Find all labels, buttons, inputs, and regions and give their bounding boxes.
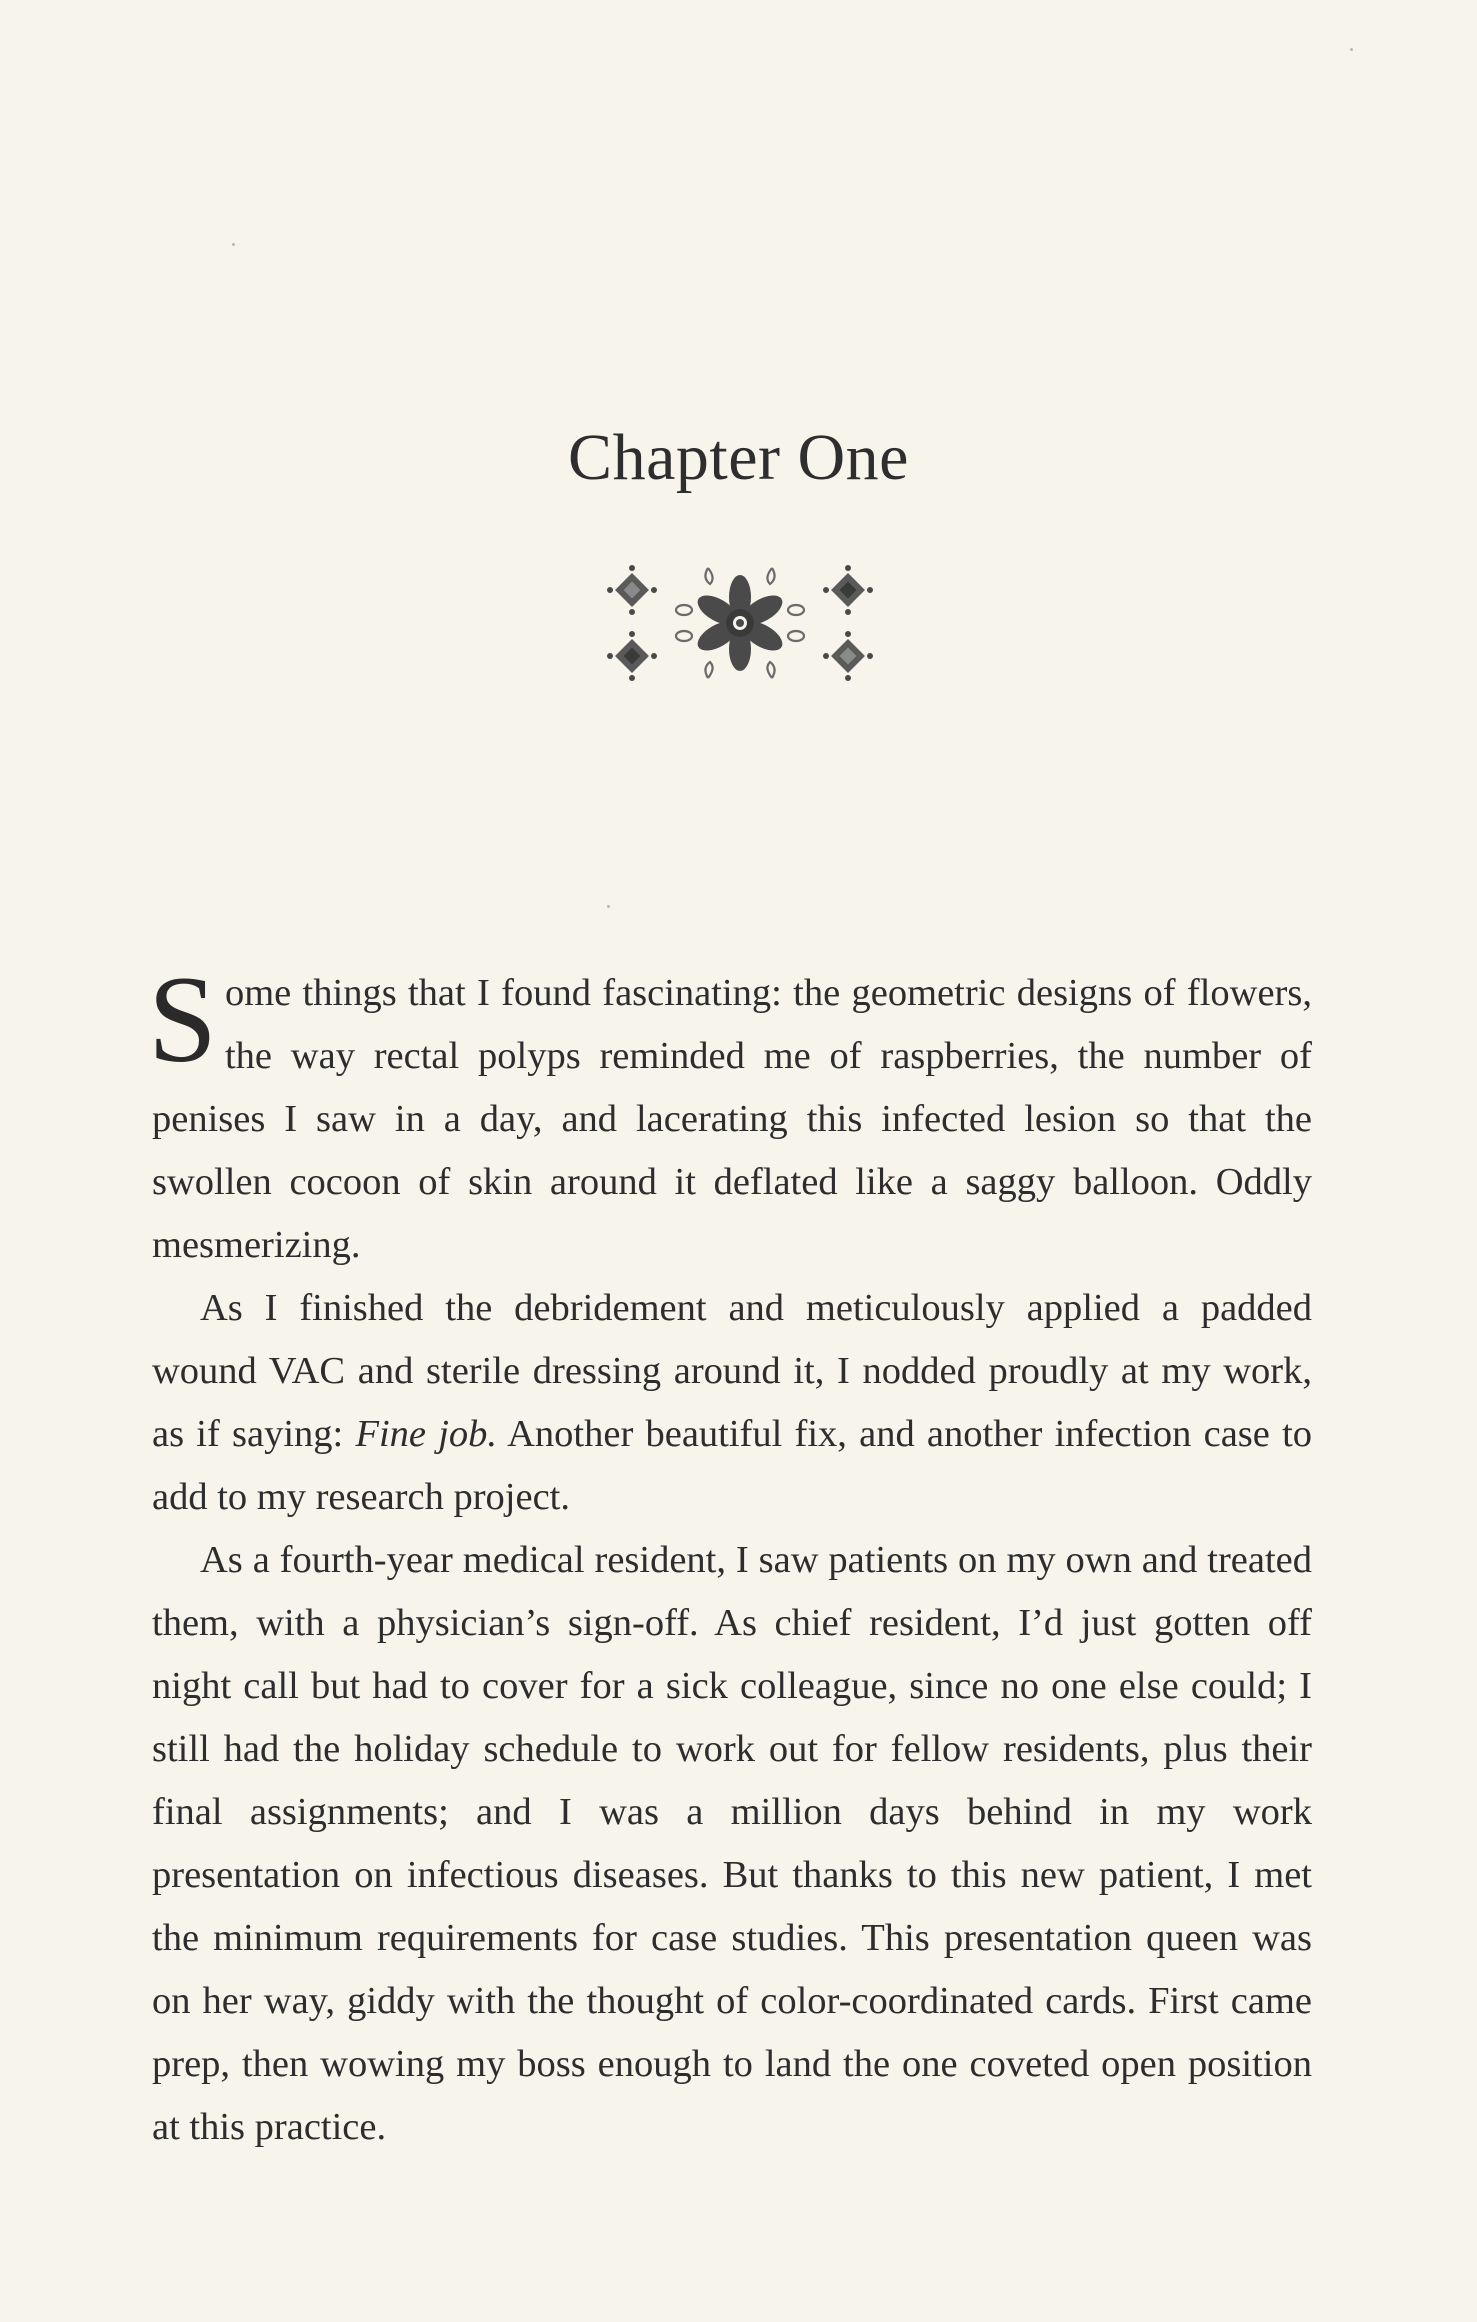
paragraph-2-text-end: Another beautiful fix, and another infection case to add to my research project.: [152, 1413, 1313, 1518]
paper-speck: [232, 243, 235, 246]
paragraph-3-text: As a fourth-year medical resident, I saw patients on my own and treated them, with a physician’s sign-off. As chief resident, I’d just gotten off night call but had to cover for a sick colleague, since no one else could; I still had the holiday schedule to work out for fellow residents, plus their final assignments; and I was a million days behind in my work presentation on infectious diseases. But thanks to this new patient, I met the minimum requirements for case studies. This presentation queen was on her way, giddy with the thought of color-coordinated cards. First came prep, then wowing my boss enough to land the one coveted open position at this practice.: [152, 1539, 1312, 2148]
floral-ornament-icon: [590, 548, 890, 698]
paragraph-3: [152, 1529, 1312, 2159]
drop-cap: S: [148, 951, 217, 1088]
paper-speck: [1350, 48, 1353, 51]
paragraph-2-text-start: As I finished the debridement and meticulously applied a padded wound VAC and sterile dressing around it, I nodded proudly at my work, as if saying:: [152, 1287, 1312, 1455]
paper-speck: [607, 905, 610, 908]
paragraph-1: [148, 951, 1312, 1277]
chapter-body-text: [148, 951, 1313, 2159]
chapter-title: Chapter One: [568, 421, 909, 494]
paragraph-2: [152, 1277, 1312, 1529]
paragraph-1-text: ome things that I found fascinating: the geometric designs of flowers, the way rectal polyps reminded me of raspberries, the number of penises I saw in a day, and lacerating this infected lesion so that the swollen cocoon of skin around it deflated like a saggy balloon. Oddly mesmerizing.: [152, 972, 1312, 1266]
paragraph-2-italic-text: Fine job.: [355, 1413, 498, 1455]
